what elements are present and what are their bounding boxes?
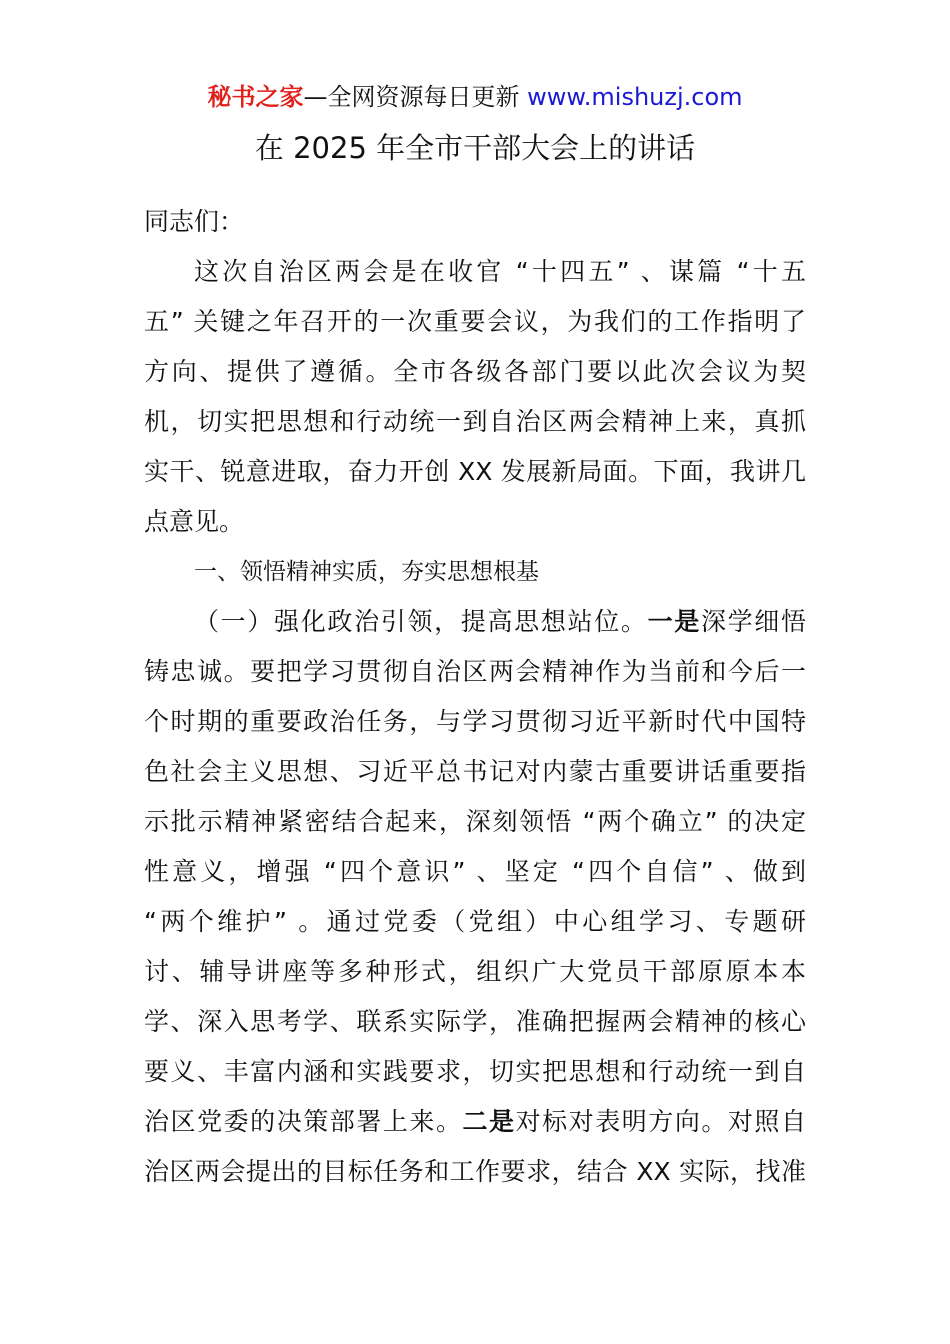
paragraph-line: 讨、辅导讲座等多种形式，组织广大党员干部原原本本 — [144, 957, 806, 986]
point-title: 对标对表明方向。对照自 — [515, 1107, 806, 1136]
paragraph-line: 性意义，增强 “四个意识” 、坚定 “四个自信” 、做到 — [144, 857, 806, 886]
paragraph-line: 示批示精神紧密结合起来，深刻领悟 “两个确立” 的决定 — [144, 807, 806, 836]
paragraph-line: 铸忠诚。要把学习贯彻自治区两会精神作为当前和今后一 — [144, 657, 806, 686]
document-body — [144, 197, 806, 1197]
subsection-heading-line — [144, 597, 806, 647]
paragraph-line: 方向、提供了遵循。全市各级各部门要以此次会议为契 — [144, 357, 806, 386]
paragraph-line: 实干、锐意进取，奋力开创 XX 发展新局面。下面，我讲几 — [144, 457, 806, 486]
paragraph-text: 治区党委的决策部署上来。 — [144, 1107, 463, 1136]
point-marker: 一是 — [647, 607, 701, 636]
paragraph-line: 治区两会提出的目标任务和工作要求，结合 XX 实际，找准 — [144, 1157, 806, 1186]
site-header — [0, 80, 950, 114]
paragraph-line: 五” 关键之年召开的一次重要会议，为我们的工作指明了 — [144, 307, 806, 336]
paragraph-line: 这次自治区两会是在收官 “十四五” 、谋篇 “十五 — [194, 257, 806, 286]
paragraph-line — [144, 1097, 806, 1147]
paragraph-line: 要义、丰富内涵和实践要求，切实把思想和行动统一到自 — [144, 1057, 806, 1086]
brand-name: 秘书之家 — [207, 83, 304, 111]
salutation: 同志们： — [144, 207, 245, 236]
document-title: 在 2025 年全市干部大会上的讲话 — [254, 131, 696, 165]
point-marker: 二是 — [462, 1107, 516, 1136]
paragraph-line: 色社会主义思想、习近平总书记对内蒙古重要讲话重要指 — [144, 757, 806, 786]
site-url-link[interactable]: www.mishuzj.com — [527, 83, 743, 111]
subsection-heading: （一）强化政治引领，提高思想站位。 — [194, 607, 648, 636]
brand-tagline: —全网资源每日更新 — [303, 83, 520, 111]
paragraph-line: 学、深入思考学、联系实际学，准确把握两会精神的核心 — [144, 1007, 806, 1036]
point-title: 深学细悟 — [700, 607, 806, 636]
section-heading: 一、领悟精神实质，夯实思想根基 — [194, 559, 539, 585]
paragraph-line: 机，切实把思想和行动统一到自治区两会精神上来，真抓 — [144, 407, 806, 436]
paragraph-line: 点意见。 — [144, 507, 245, 536]
paragraph-line: “两个维护” 。通过党委（党组）中心组学习、专题研 — [144, 907, 806, 936]
paragraph-line: 个时期的重要政治任务，与学习贯彻习近平新时代中国特 — [144, 707, 806, 736]
